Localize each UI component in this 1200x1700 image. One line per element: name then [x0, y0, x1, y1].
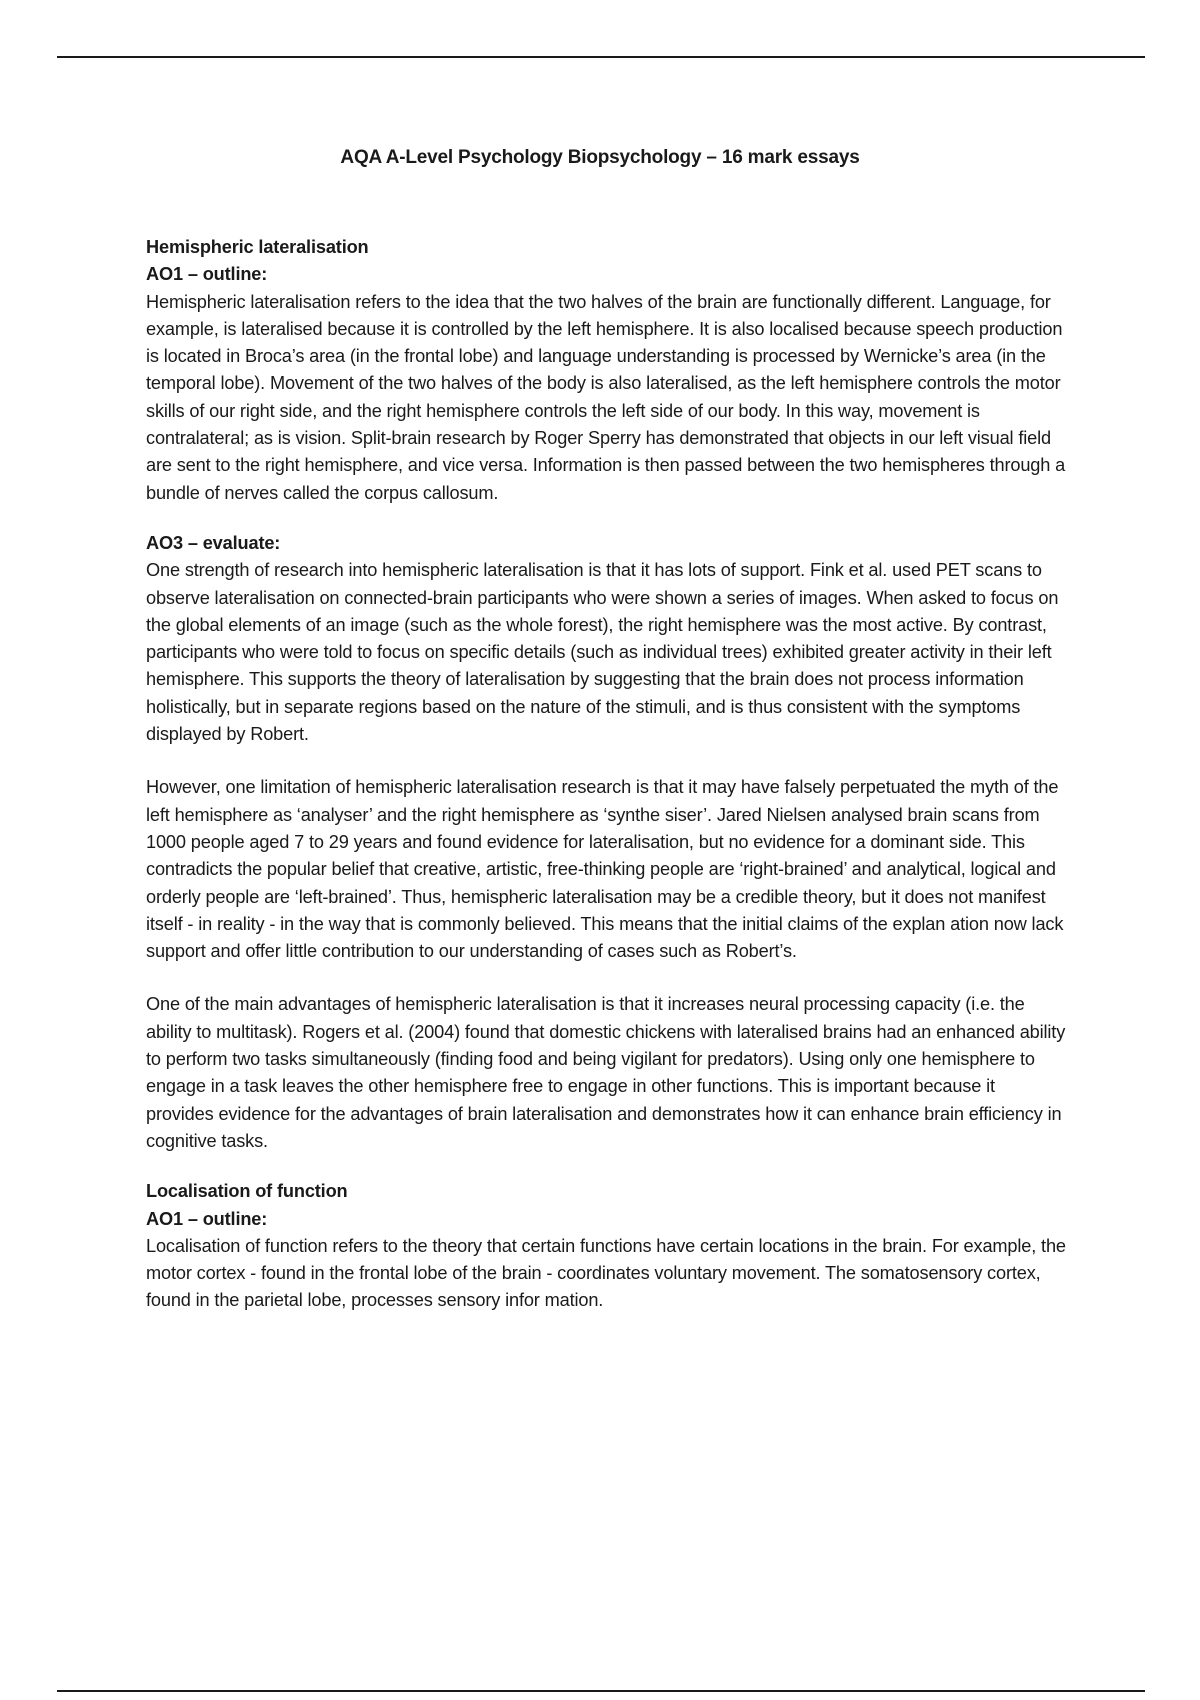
ao3-paragraph: One of the main advantages of hemispheric lateralisation is that it increases neural processing capacity (i.e. the ability to multitask). Rogers et al. (2004) found that domestic chickens with lateralised brains had an enhanced ability to perform two tasks simultaneously (finding food and being vigilant for predators). Using only one hemisphere to engage in a task leaves the other hemisphere free to engage in other functions. This is important because it provides evidence for the advantages of brain lateralisation and demonstrates how it can enhance brain efficiency in cognitive tasks. [146, 994, 1066, 1151]
ao1-paragraph: Localisation of function refers to the theory that certain functions have certain locations in the brain. For example, the motor cortex - found in the frontal lobe of the brain - coordinates voluntary movement. The somatosensory cortex, found in the parietal lobe, processes sensory infor mation. [146, 1235, 1066, 1311]
section-title: Localisation of function [146, 1181, 348, 1202]
ao3-paragraph: However, one limitation of hemispheric lateralisation research is that it may have falsely perpetuated the myth of the left hemisphere as ‘analyser’ and the right hemisphere as ‘synthe siser’. Jared Nielsen analysed brain scans from 1000 people aged 7 to 29 years and found evidence for lateralisation, but no evidence for a dominant side. This contradicts the popular belief that creative, artistic, free-thinking people are ‘right-brained’ and analytical, logical and orderly people are ‘left-brained’. Thus, hemispheric lateralisation may be a credible theory, but it does not manifest itself - in reality - in the way that is commonly believed. This means that the initial claims of the explan ation now lack support and offer little contribution to our understanding of cases such as Robert’s. [146, 777, 1064, 962]
top-rule [57, 56, 1145, 58]
section-title: Hemispheric lateralisation [146, 237, 369, 257]
document-title: AQA A-Level Psychology Biopsychology – 16 mark essays [340, 147, 860, 168]
ao1-heading: AO1 – outline: [146, 264, 268, 285]
ao3-paragraph: One strength of research into hemispheric lateralisation is that it has lots of support. Fink et al. used PET scans to observe lateralisation on connected-brain participants who were shown a series of images. When asked to focus on the global elements of an image (such as the whole forest), the right hemisphere was the most active. By contrast, participants who were told to focus on specific details (such as individual trees) exhibited greater activity in their left hemisphere. This supports the theory of lateralisation by suggesting that the brain does not process information holistically, but in separate regions based on the nature of the stimuli, and is thus consistent with the symptoms displayed by Robert. [146, 560, 1059, 745]
document-body [146, 234, 1066, 1338]
ao1-paragraph: Hemispheric lateralisation refers to the idea that the two halves of the brain are functionally different. Language, for example, is lateralised because it is controlled by the left hemisphere. It is also localised because speech production is located in Broca’s area (in the frontal lobe) and language understanding is processed by Wernicke’s area (in the temporal lobe). Movement of the two halves of the body is also lateralised, as the left hemisphere controls the motor skills of our right side, and the right hemisphere controls the left side of our body. In this way, movement is contralateral; as is vision. Split-brain research by Roger Sperry has demonstrated that objects in our left visual field are sent to the right hemisphere, and vice versa. Information is then passed between the two hemispheres through a bundle of nerves called the corpus callosum. [146, 291, 1066, 503]
ao1-heading: AO1 – outline: [146, 1208, 268, 1229]
bottom-rule [57, 1690, 1145, 1692]
ao3-heading: AO3 – evaluate: [146, 532, 281, 553]
